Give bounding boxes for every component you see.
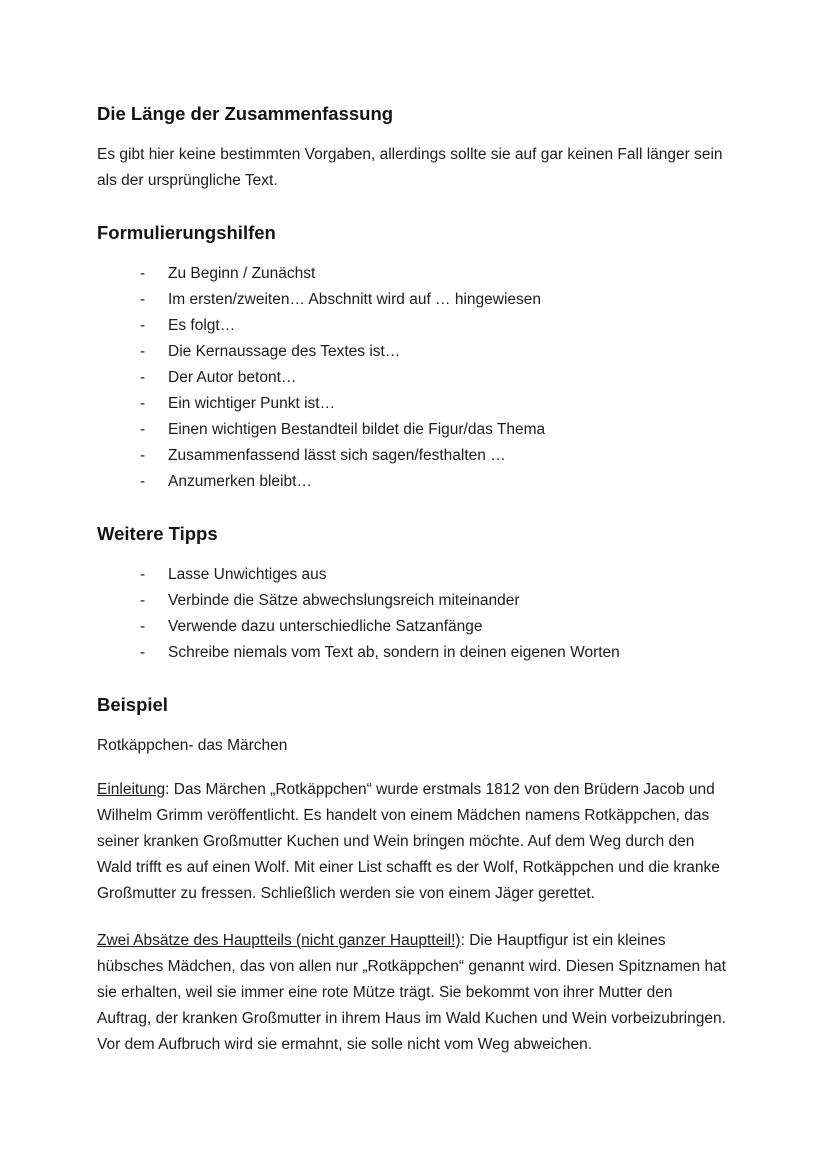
list-item [140, 469, 730, 495]
list-item-text: Der Autor betont… [168, 369, 297, 386]
dash-bullet: - [140, 644, 146, 661]
list-item-text: Verbinde die Sätze abwechslungsreich miteinander [168, 592, 520, 609]
dash-bullet: - [140, 343, 146, 360]
dash-bullet: - [140, 369, 146, 386]
list-item [140, 313, 730, 339]
list-item [140, 443, 730, 469]
list-item [140, 562, 730, 588]
heading-laenge-der-zusammenfassung: Die Länge der Zusammenfassung [97, 103, 394, 124]
einleitung-label: Einleitung [97, 781, 166, 798]
list-item-text: Im ersten/zweiten… Abschnitt wird auf … hingewiesen [168, 291, 542, 308]
dash-bullet: - [140, 447, 146, 464]
list-item-text: Die Kernaussage des Textes ist… [168, 343, 401, 360]
list-item-text: Ein wichtiger Punkt ist… [168, 395, 336, 412]
list-item [140, 365, 730, 391]
dash-bullet: - [140, 592, 146, 609]
hauptteil-text: : Die Hauptfigur ist ein kleines hübsches Mädchen, das von allen nur „Rotkäppchen“ genannt wird. Diesen Spitznamen hat sie erhalten, weil sie immer eine rote Mütze trägt. Sie bekommt von ihrer Mutter den Auftrag, der kranken Großmutter in ihrem Haus im Wald Kuchen und Wein vorbeizubringen. Vor dem Aufbruch wird sie ermahnt, sie solle nicht vom Weg abweichen. [97, 932, 726, 1053]
list-item [140, 417, 730, 443]
dash-bullet: - [140, 421, 146, 438]
heading-beispiel: Beispiel [97, 694, 168, 715]
list-item-text: Schreibe niemals vom Text ab, sondern in deinen eigenen Worten [168, 644, 620, 661]
dash-bullet: - [140, 395, 146, 412]
list-item [140, 588, 730, 614]
list-item-text: Zu Beginn / Zunächst [168, 265, 316, 282]
dash-bullet: - [140, 473, 146, 490]
paragraph-hauptteil [97, 928, 730, 1058]
list-item-text: Einen wichtigen Bestandteil bildet die Figur/das Thema [168, 421, 546, 438]
list-item [140, 614, 730, 640]
heading-formulierungshilfen: Formulierungshilfen [97, 222, 276, 243]
list-item [140, 287, 730, 313]
dash-bullet: - [140, 265, 146, 282]
hauptteil-label: Zwei Absätze des Hauptteils (nicht ganzer Hauptteil!) [97, 932, 461, 949]
list-item [140, 261, 730, 287]
list-item-text: Es folgt… [168, 317, 236, 334]
list-item [140, 391, 730, 417]
beispiel-subtitle: Rotkäppchen- das Märchen [97, 737, 288, 754]
list-item-text: Anzumerken bleibt… [168, 473, 312, 490]
list-weitere-tipps [97, 562, 730, 666]
dash-bullet: - [140, 566, 146, 583]
einleitung-text: : Das Märchen „Rotkäppchen“ wurde erstmals 1812 von den Brüdern Jacob und Wilhelm Grimm veröffentlicht. Es handelt von einem Mädchen namens Rotkäppchen, das seiner kranken Großmutter Kuchen und Wein bringen möchte. Auf dem Weg durch den Wald trifft es auf einen Wolf. Mit einer List schafft es der Wolf, Rotkäppchen und die kranke Großmutter zu fressen. Schließlich werden sie von einem Jäger gerettet. [97, 781, 720, 902]
dash-bullet: - [140, 618, 146, 635]
list-item-text: Lasse Unwichtiges aus [168, 566, 327, 583]
list-item [140, 339, 730, 365]
list-item [140, 640, 730, 666]
dash-bullet: - [140, 291, 146, 308]
list-formulierungshilfen [97, 261, 730, 495]
list-item-text: Zusammenfassend lässt sich sagen/festhalten … [168, 447, 506, 464]
paragraph-einleitung [97, 777, 730, 907]
dash-bullet: - [140, 317, 146, 334]
list-item-text: Verwende dazu unterschiedliche Satzanfänge [168, 618, 483, 635]
paragraph-laenge: Es gibt hier keine bestimmten Vorgaben, allerdings sollte sie auf gar keinen Fall länger sein als der ursprüngliche Text. [97, 146, 723, 189]
heading-weitere-tipps: Weitere Tipps [97, 523, 218, 544]
